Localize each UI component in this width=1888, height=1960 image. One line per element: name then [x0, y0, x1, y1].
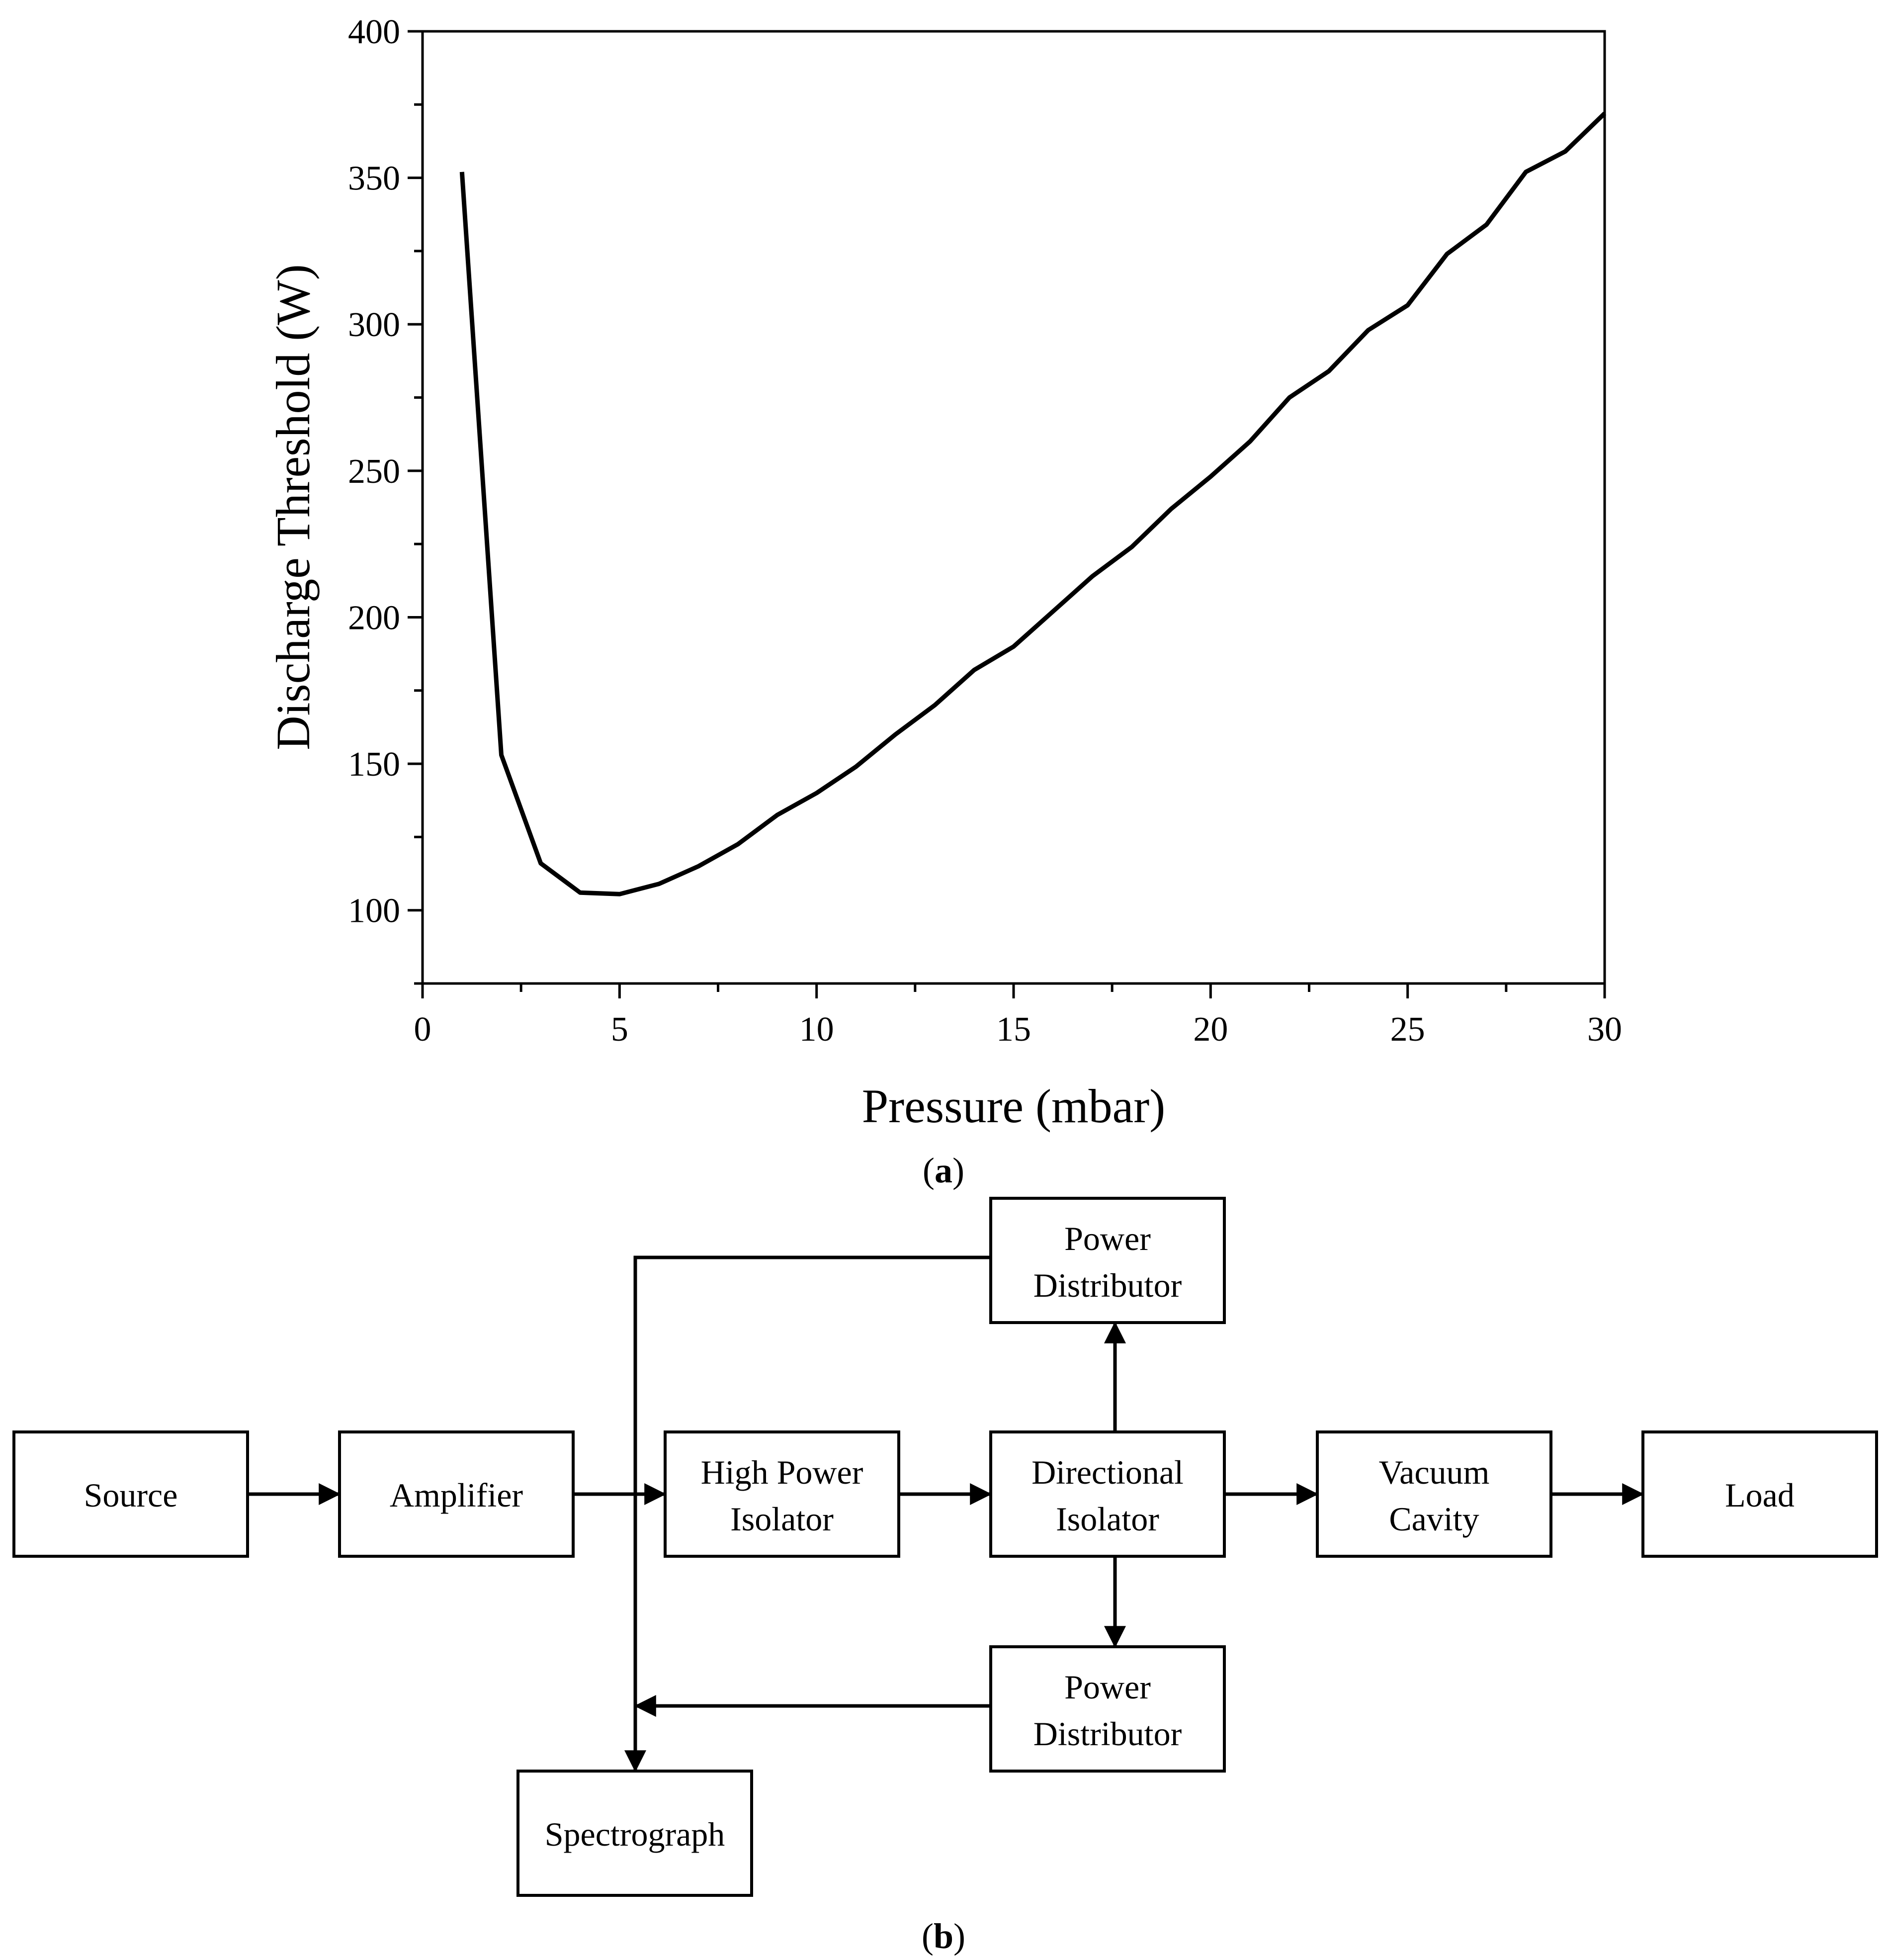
box-vacuum-cavity	[1317, 1432, 1551, 1556]
svg-text:Isolator: Isolator	[730, 1500, 834, 1538]
svg-text:Isolator: Isolator	[1056, 1500, 1159, 1538]
x-tick-label: 30	[1587, 1010, 1622, 1049]
x-tick-label: 15	[996, 1010, 1031, 1049]
svg-text:Spectrograph: Spectrograph	[544, 1815, 725, 1853]
svg-text:Power: Power	[1064, 1220, 1151, 1257]
y-tick-label: 300	[348, 306, 400, 345]
box-power-distributor-top	[991, 1198, 1224, 1323]
panel-label-a: (a)	[923, 1151, 964, 1190]
panel-label-b: (b)	[921, 1916, 966, 1956]
svg-text:Load: Load	[1725, 1476, 1795, 1514]
box-source	[14, 1432, 248, 1556]
panel-letter-b: b	[933, 1916, 954, 1956]
y-axis-label: Discharge Threshold (W)	[266, 264, 320, 750]
box-high-power-isolator	[665, 1432, 899, 1556]
x-tick-label: 25	[1390, 1010, 1425, 1049]
y-tick-label: 150	[348, 745, 400, 784]
y-axis-ticks	[348, 13, 423, 983]
x-axis-ticks	[414, 983, 1623, 1049]
x-tick-label: 5	[610, 1010, 628, 1049]
box-load	[1643, 1432, 1877, 1556]
svg-text:Vacuum: Vacuum	[1378, 1453, 1490, 1491]
y-tick-label: 100	[348, 891, 400, 930]
x-axis-label: Pressure (mbar)	[861, 1079, 1166, 1133]
box-spectrograph	[518, 1771, 752, 1895]
svg-text:Source: Source	[84, 1476, 178, 1514]
y-tick-label: 400	[348, 13, 400, 51]
box-power-distributor-bottom	[991, 1647, 1224, 1771]
y-tick-label: 250	[348, 452, 400, 491]
block-diagram	[14, 1198, 1877, 1895]
svg-text:Distributor: Distributor	[1033, 1715, 1182, 1753]
svg-text:Distributor: Distributor	[1033, 1266, 1182, 1304]
panel-letter-a: a	[935, 1151, 952, 1190]
svg-text:Power: Power	[1064, 1668, 1151, 1706]
series-line	[462, 113, 1605, 894]
x-tick-label: 0	[414, 1010, 431, 1049]
y-tick-label: 200	[348, 599, 400, 637]
plot-frame	[423, 31, 1605, 983]
svg-text:Amplifier: Amplifier	[389, 1476, 523, 1514]
x-tick-label: 20	[1193, 1010, 1228, 1049]
svg-text:Cavity: Cavity	[1389, 1500, 1479, 1538]
svg-text:High Power: High Power	[700, 1453, 863, 1491]
box-amplifier	[340, 1432, 573, 1556]
discharge-threshold-chart	[266, 13, 1622, 1133]
svg-text:Directional: Directional	[1031, 1453, 1184, 1491]
box-directional-isolator	[991, 1432, 1224, 1556]
y-tick-label: 350	[348, 159, 400, 198]
x-tick-label: 10	[799, 1010, 834, 1049]
